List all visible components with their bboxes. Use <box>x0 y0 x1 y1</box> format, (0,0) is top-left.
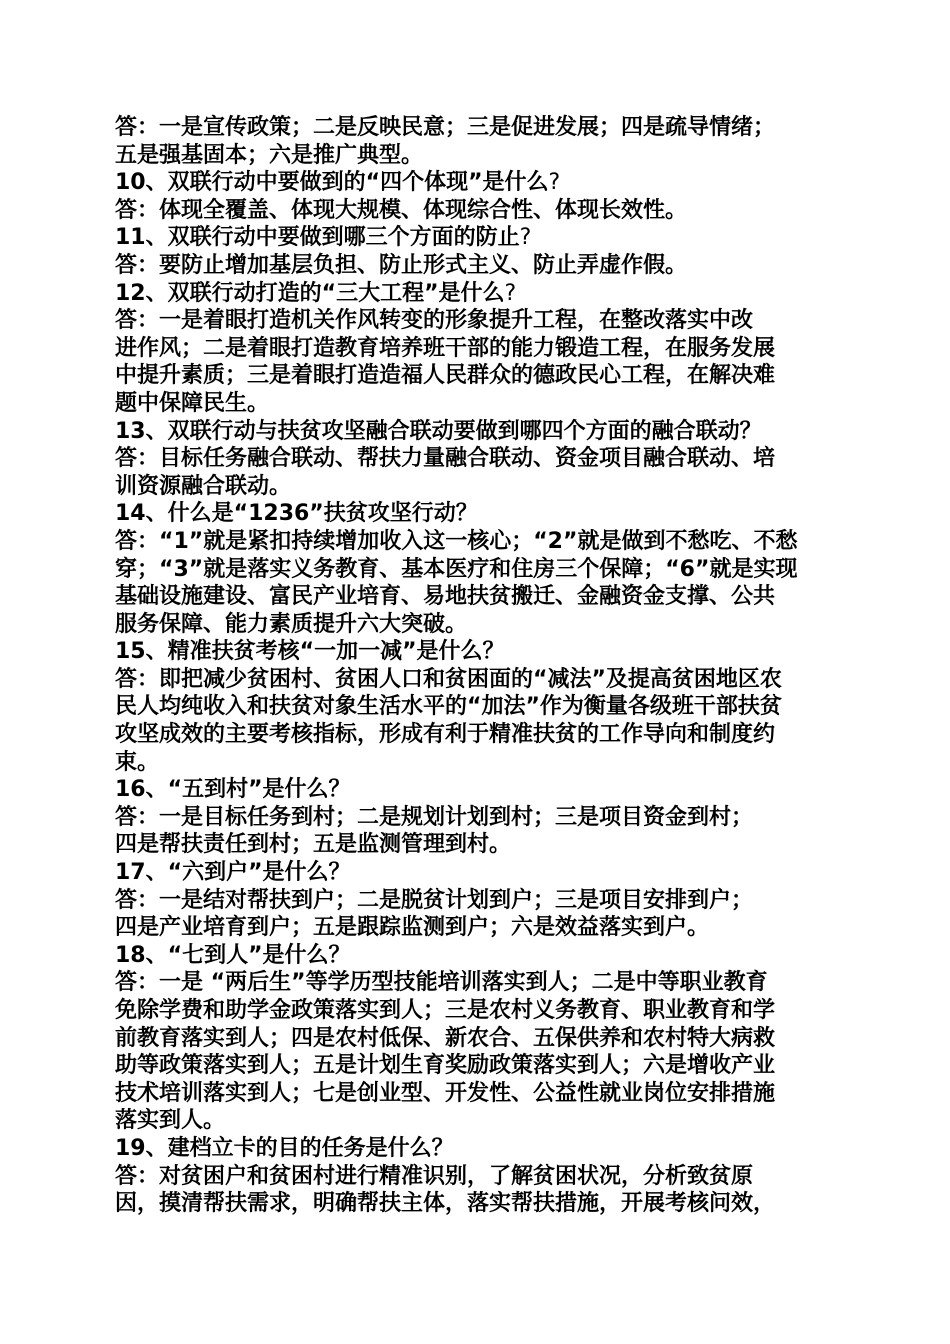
answer-line: 民人均纯收入和扶贫对象生活水平的“加法”作为衡量各级班干部扶贫 <box>115 694 782 720</box>
answer-line: 落实到人。 <box>115 1108 226 1134</box>
answer-line: 答：对贫困户和贫困村进行精准识别，了解贫困状况，分析致贫原 <box>115 1163 754 1189</box>
answer-line: 前教育落实到人；四是农村低保、新农合、五保供养和农村特大病救 <box>115 1025 776 1051</box>
document-page <box>115 114 840 1218</box>
question-line <box>115 942 840 970</box>
answer-line: 基础设施建设、富民产业培育、易地扶贫搬迁、金融资金支撑、公共 <box>115 584 776 610</box>
answer-line: 服务保障、能力素质提升六大突破。 <box>115 611 468 637</box>
answer-line: 进作风；二是着眼打造教育培养班干部的能力锻造工程，在服务发展 <box>115 335 776 361</box>
question-text: 10、双联行动中要做到的“四个体现”是什么 <box>115 170 549 196</box>
answer-line: 技术培训落实到人；七是创业型、开发性、公益性就业岗位安排措施 <box>115 1080 776 1106</box>
question-line <box>115 280 840 308</box>
answer-line: 答：一是宣传政策；二是反映民意；三是促进发展；四是疏导情绪； <box>115 115 776 140</box>
question-text: 12、双联行动打造的“三大工程”是什么 <box>115 280 505 306</box>
question-line <box>115 776 840 804</box>
question-line <box>115 638 840 666</box>
answer-line: 答：即把减少贫困村、贫困人口和贫困面的“减法”及提高贫困地区农 <box>115 666 782 692</box>
question-mark: ? <box>548 170 561 196</box>
answer-line: 答：一是 “两后生”等学历型技能培训落实到人；二是中等职业教育 <box>115 970 768 996</box>
answer-line: 四是帮扶责任到村；五是监测管理到村。 <box>115 832 512 858</box>
question-line <box>115 500 840 528</box>
answer-line: 中提升素质；三是着眼打造造福人民群众的德政民心工程，在解决难 <box>115 363 776 389</box>
question-mark: ? <box>519 225 532 251</box>
answer-line: 训资源融合联动。 <box>115 473 292 499</box>
question-line <box>115 169 840 197</box>
answer-line: 攻坚成效的主要考核指标，形成有利于精准扶贫的工作导向和制度约 <box>115 722 776 748</box>
question-text: 18、“七到人”是什么？ <box>115 942 351 968</box>
answer-line: 助等政策落实到人；五是计划生育奖励政策落实到人；六是增收产业 <box>115 1053 776 1079</box>
answer-line: 穿；“3”就是落实义务教育、基本医疗和住房三个保障；“6”就是实现 <box>115 556 798 582</box>
answer-line: 答：要防止增加基层负担、防止形式主义、防止弄虚作假。 <box>115 252 688 278</box>
question-text: 19、建档立卡的目的任务是什么？ <box>115 1135 454 1161</box>
question-line <box>115 224 840 252</box>
answer-line: 答：目标任务融合联动、帮扶力量融合联动、资金项目融合联动、培 <box>115 446 776 472</box>
question-mark: ? <box>504 280 517 306</box>
question-text: 13、双联行动与扶贫攻坚融合联动要做到哪四个方面的融合联动？ <box>115 418 762 444</box>
answer-line: 束。 <box>115 749 160 775</box>
answer-line: 五是强基固本；六是推广典型。 <box>115 142 424 168</box>
answer-line: 因，摸清帮扶需求，明确帮扶主体，落实帮扶措施，开展考核问效， <box>115 1191 776 1217</box>
question-text: 17、“六到户”是什么？ <box>115 860 351 886</box>
question-text: 11、双联行动中要做到哪三个方面的防止 <box>115 225 520 251</box>
question-text: 16、“五到村”是什么？ <box>115 777 351 803</box>
question-text: 15、精准扶贫考核“一加一减”是什么？ <box>115 639 505 665</box>
question-line <box>115 859 840 887</box>
answer-line: 四是产业培育到户；五是跟踪监测到户；六是效益落实到户。 <box>115 915 710 941</box>
question-line <box>115 418 840 446</box>
answer-line: 答：一是目标任务到村；二是规划计划到村；三是项目资金到村； <box>115 804 754 830</box>
answer-line: 题中保障民生。 <box>115 390 270 416</box>
answer-line: 答：“1”就是紧扣持续增加收入这一核心；“2”就是做到不愁吃、不愁 <box>115 528 798 554</box>
question-text: 14、什么是“1236”扶贫攻坚行动？ <box>115 501 478 527</box>
answer-line: 答：体现全覆盖、体现大规模、体现综合性、体现长效性。 <box>115 197 688 223</box>
answer-line: 答：一是着眼打造机关作风转变的形象提升工程，在整改落实中改 <box>115 308 754 334</box>
question-line <box>115 1135 840 1163</box>
answer-line: 答：一是结对帮扶到户；二是脱贫计划到户；三是项目安排到户； <box>115 887 754 913</box>
answer-line: 免除学费和助学金政策落实到人；三是农村义务教育、职业教育和学 <box>115 998 776 1023</box>
